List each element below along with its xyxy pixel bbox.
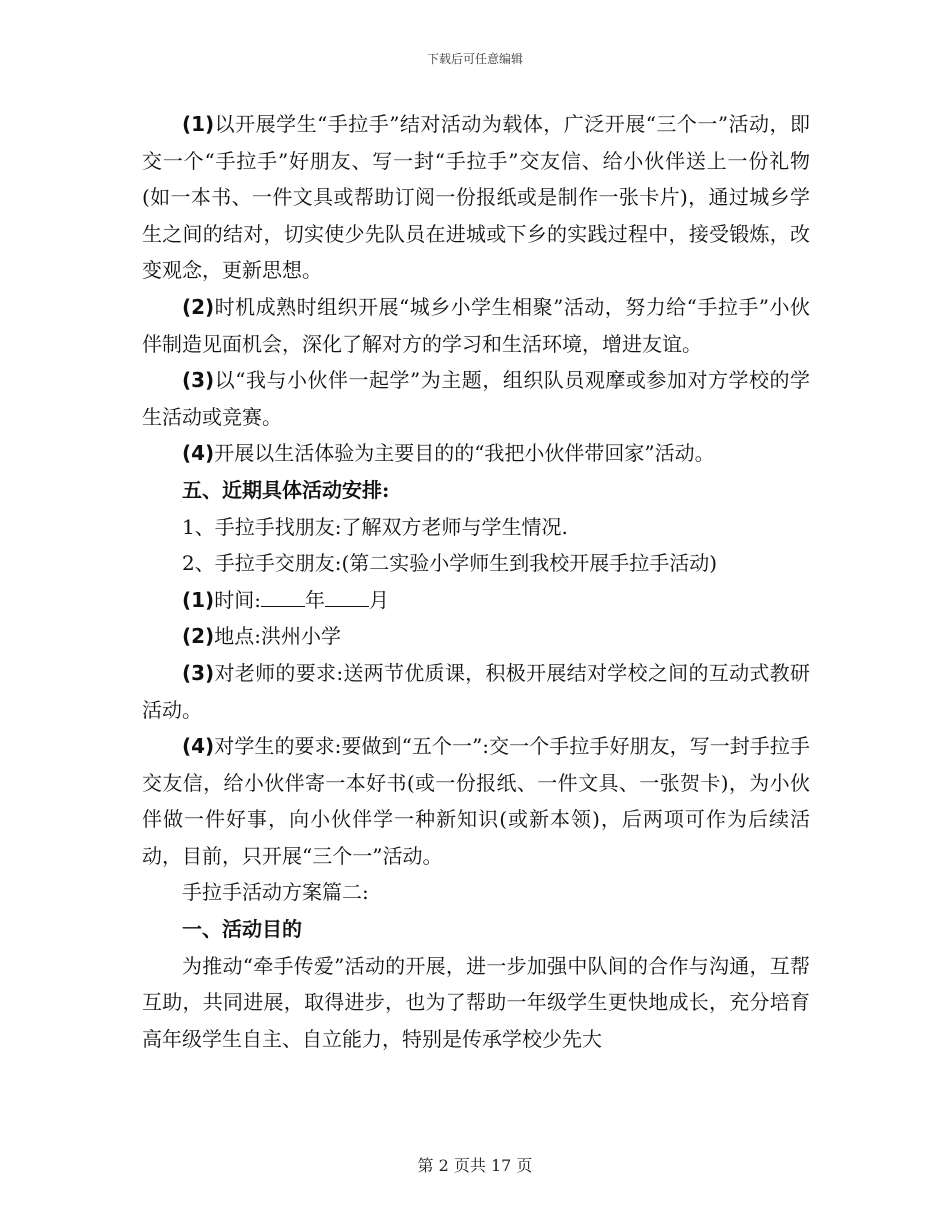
section-title-part-two: 手拉手活动方案篇二: [182, 880, 369, 905]
paragraph-text: 对老师的要求:送两节优质课，积极开展结对学校之间的互动式教研活动。 [142, 660, 810, 722]
year-label: 年 [304, 587, 325, 612]
page-footer: 第 2 页共 17 页 [417, 1156, 533, 1175]
item-number: (3) [182, 368, 215, 393]
paragraph-1 [142, 106, 810, 289]
list-item-1: 1、手拉手找朋友:了解双方老师与学生情况. [182, 514, 568, 539]
paragraph-text: 地点:洪州小学 [214, 624, 341, 649]
paragraph-text: 以“我与小伙伴一起学”为主题，组织队员观摩或参加对方学校的学生活动或竞赛。 [142, 368, 810, 429]
paragraph-text: 开展以生活体验为主要目的的“我把小伙伴带回家”活动。 [214, 441, 715, 466]
month-blank [325, 588, 369, 607]
paragraph-4 [142, 435, 810, 472]
item-number: (3) [182, 660, 215, 685]
page-header: 下载后可任意编辑 [426, 52, 523, 66]
paragraph-text: 对学生的要求:要做到“五个一”:交一个手拉手好朋友，写一封手拉手交友信，给小伙伴寄一本好书(或一份报纸、一件文具、一张贺卡)，为小伙伴做一件好事，向小伙伴学一种新知识(或新本领)，后两项可作为后续活动，目前，只开展“三个一”活动。 [142, 734, 810, 868]
teacher-requirements [142, 655, 810, 728]
section-heading-5: 五、近期具体活动安排: [182, 477, 390, 502]
paragraph-2 [142, 289, 810, 362]
list-item-2: 2、手拉手交朋友:(第二实验小学师生到我校开展手拉手活动) [182, 551, 718, 576]
item-number: (4) [182, 441, 215, 466]
paragraph-text: 时机成熟时组织开展“城乡小学生相聚”活动，努力给“手拉手”小伙伴制造见面机会，深化了解对方的学习和生活环境，增进友谊。 [142, 294, 810, 356]
item-number: (1) [182, 112, 215, 136]
item-number: (2) [182, 624, 215, 649]
student-requirements [142, 728, 810, 874]
time-line [142, 582, 810, 619]
item-number: (1) [182, 587, 215, 612]
paragraph-text: 以开展学生“手拉手”结对活动为载体，广泛开展“三个一”活动，即交一个“手拉手”好朋友、写一封“手拉手”交友信、给小伙伴送上一份礼物(如一本书、一件文具或帮助订阅一份报纸或是制作一张卡片)，通过城乡学生之间的结对，切实使少先队员在进城或下乡的实践过程中，接受锻炼，改变观念，更新思想。 [142, 112, 810, 283]
section-heading-1: 一、活动目的 [182, 917, 302, 942]
month-label: 月 [368, 587, 389, 612]
paragraph-3 [142, 362, 810, 435]
item-number: (4) [182, 734, 215, 759]
location-line [142, 618, 810, 655]
time-label: 时间: [214, 587, 261, 612]
paragraph-purpose: 为推动“牵手传爱”活动的开展，进一步加强中队间的合作与沟通，互帮互助，共同进展，取得进步，也为了帮助一年级学生更快地成长，充分培育高年级学生自主、自立能力，特别是传承学校少先大 [142, 953, 810, 1051]
year-blank [261, 588, 305, 607]
item-number: (2) [182, 294, 215, 319]
document-body [142, 106, 810, 1057]
